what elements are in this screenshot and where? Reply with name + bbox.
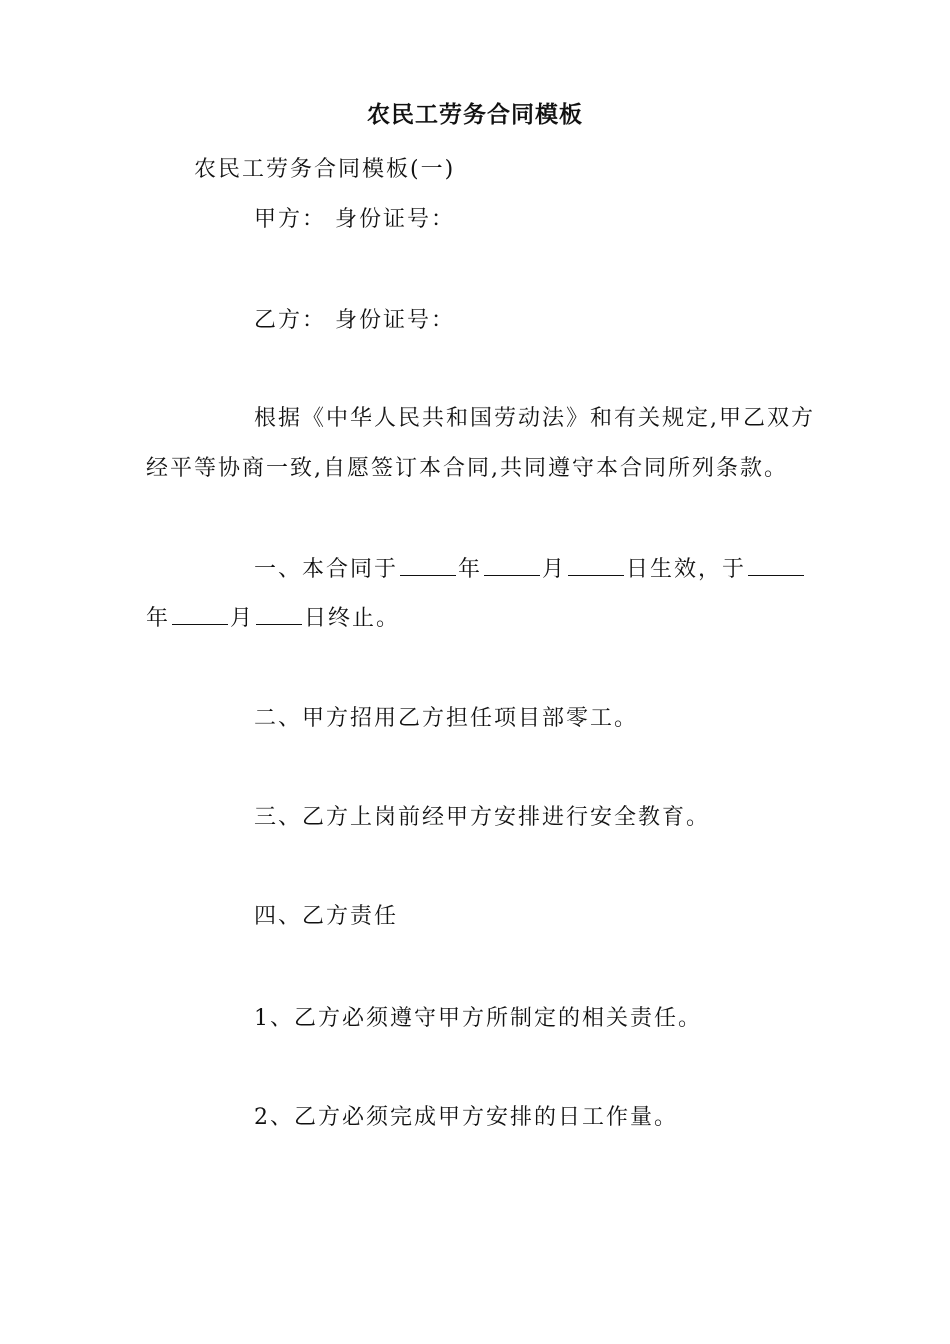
clause-1-line-2 <box>146 604 400 634</box>
clause-3: 三、乙方上岗前经甲方安排进行安全教育。 <box>254 805 711 830</box>
clause-1-text: 年 <box>458 557 483 582</box>
clause-1-text: 日生效，于 <box>626 557 747 582</box>
end-year-blank <box>748 555 804 576</box>
intro-line-1: 根据《中华人民共和国劳动法》和有关规定,甲乙双方 <box>254 406 815 431</box>
clause-1-text: 月 <box>542 557 567 582</box>
clause-4-item-1: 1、乙方必须遵守甲方所制定的相关责任。 <box>254 1006 702 1031</box>
intro-line-2: 经平等协商一致,自愿签订本合同,共同遵守本合同所列条款。 <box>146 456 788 481</box>
clause-1-text: 日终止。 <box>304 606 401 631</box>
clause-2: 二、甲方招用乙方担任项目部零工。 <box>254 706 639 731</box>
start-year-blank <box>400 555 456 576</box>
document-title: 农民工劳务合同模板 <box>367 102 583 128</box>
clause-1-text: 年 <box>146 606 171 631</box>
clause-1-line-1 <box>254 555 806 585</box>
start-day-blank <box>568 555 624 576</box>
clause-4-item-2: 2、乙方必须完成甲方安排的日工作量。 <box>254 1105 678 1130</box>
start-month-blank <box>484 555 540 576</box>
clause-4: 四、乙方责任 <box>254 904 399 929</box>
party-a-line: 甲方： 身份证号： <box>254 207 455 232</box>
party-b-line: 乙方： 身份证号： <box>254 308 455 333</box>
clause-1-text: 一、本合同于 <box>254 557 399 582</box>
end-day-blank <box>256 604 302 625</box>
document-subtitle: 农民工劳务合同模板(一) <box>194 157 456 182</box>
clause-1-text: 月 <box>230 606 255 631</box>
end-month-blank <box>172 604 228 625</box>
